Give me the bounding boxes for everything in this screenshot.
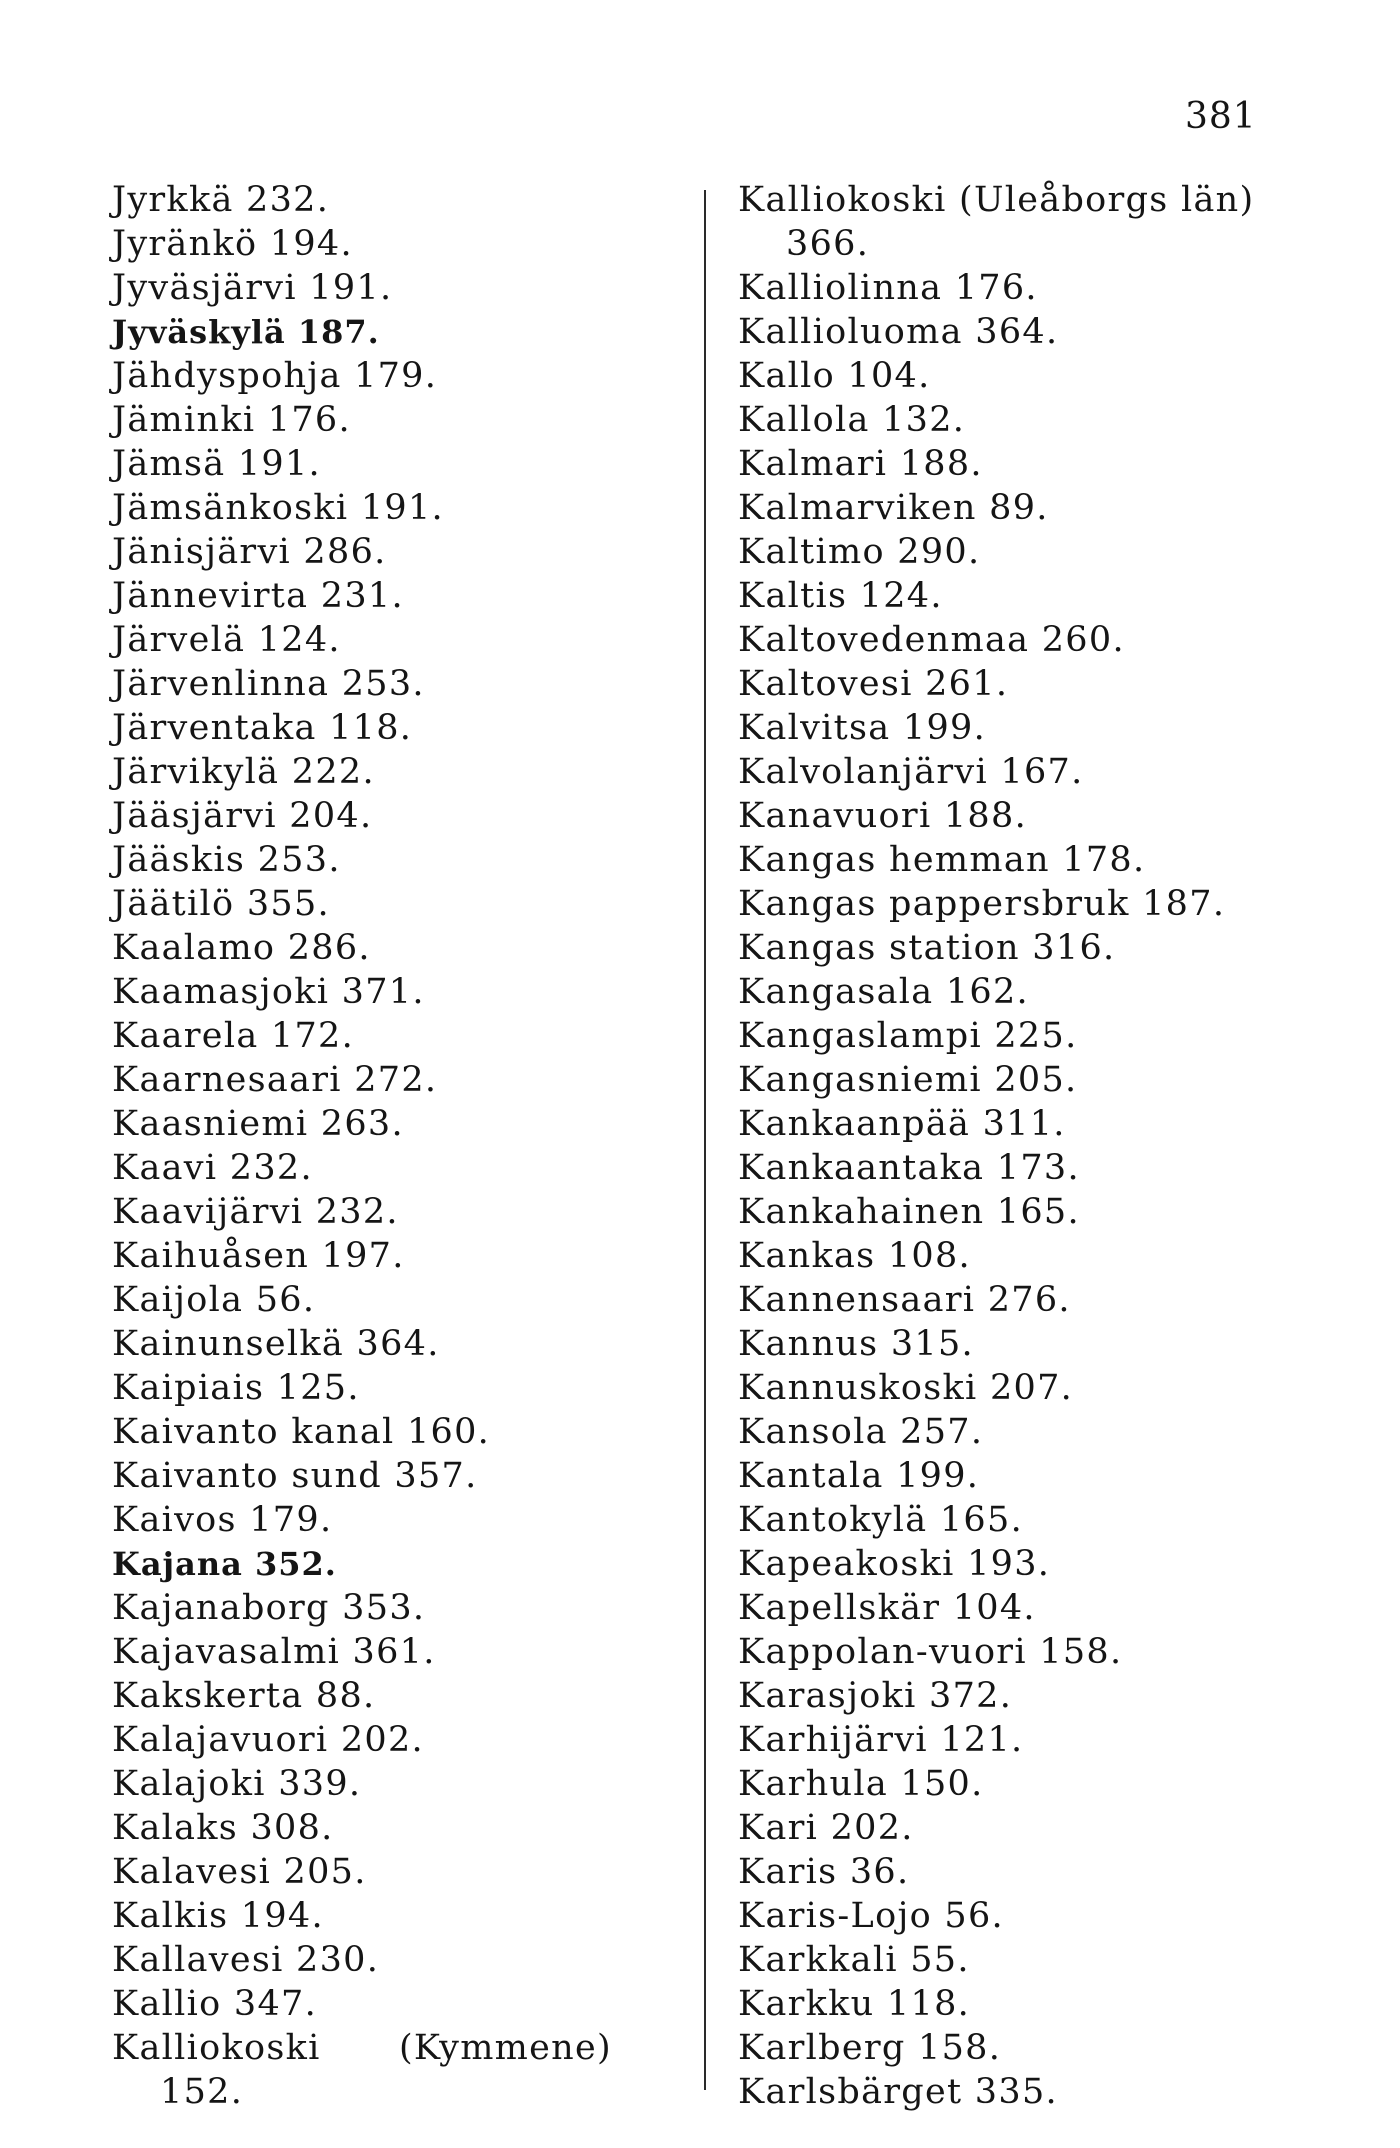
index-entry: Kalvitsa 199. (738, 708, 987, 748)
index-entry: Kapeakoski 193. (738, 1544, 1051, 1584)
index-entry: Järventaka 118. (112, 708, 413, 748)
column-divider (704, 190, 706, 2090)
index-entry: Kalvolanjärvi 167. (738, 752, 1084, 792)
index-entry: Kaltovedenmaa 260. (738, 620, 1125, 660)
index-entry: Jäminki 176. (112, 400, 351, 440)
index-entry: Kangasala 162. (738, 972, 1029, 1012)
index-entry: Kalliokoski (Uleåborgs län) (738, 180, 1255, 220)
index-entry: Kalajoki 339. (112, 1764, 362, 1804)
index-entry: Kaavijärvi 232. (112, 1192, 399, 1232)
index-column-right (738, 178, 1358, 2114)
index-entry: Kaivos 179. (112, 1500, 333, 1540)
index-entry: Kallavesi 230. (112, 1940, 380, 1980)
index-entry: Kaasniemi 263. (112, 1104, 404, 1144)
index-entry: Kalaks 308. (112, 1808, 334, 1848)
index-entry: Kaltovesi 261. (738, 664, 1009, 704)
index-entry: Kannensaari 276. (738, 1280, 1071, 1320)
index-entry: Kajanaborg 353. (112, 1588, 426, 1628)
index-entry-continuation: 366. (786, 224, 870, 264)
index-entry: Kantala 199. (738, 1456, 980, 1496)
index-entry: Kaalamo 286. (112, 928, 371, 968)
index-entry: Kalajavuori 202. (112, 1720, 424, 1760)
index-entry: Karasjoki 372. (738, 1676, 1013, 1716)
index-entry: Karis 36. (738, 1852, 910, 1892)
index-entry: Jääsjärvi 204. (112, 796, 373, 836)
index-entry: Jääskis 253. (112, 840, 341, 880)
index-entry: Kari 202. (738, 1808, 914, 1848)
index-entry: Kallo 104. (738, 356, 931, 396)
index-entry: Kalmarviken 89. (738, 488, 1049, 528)
index-column-left (112, 178, 682, 2114)
index-entry: Karkkali 55. (738, 1940, 970, 1980)
index-entry: Karlberg 158. (738, 2028, 1002, 2068)
index-entry: Kallio 347. (112, 1984, 318, 2024)
index-entry: Järvelä 124. (112, 620, 341, 660)
index-entry: Kansola 257. (738, 1412, 984, 1452)
index-entry: Kaltimo 290. (738, 532, 981, 572)
index-entry (112, 2026, 612, 2070)
index-entry: Kankahainen 165. (738, 1192, 1080, 1232)
index-entry: Kantokylä 165. (738, 1500, 1023, 1540)
index-entry: Jyväskylä 187. (112, 313, 380, 351)
index-entry: Kalavesi 205. (112, 1852, 367, 1892)
index-entry: Kainunselkä 364. (112, 1324, 440, 1364)
index-entry: Kaarela 172. (112, 1016, 355, 1056)
index-entry: Karkku 118. (738, 1984, 971, 2024)
index-entry: Kaihuåsen 197. (112, 1236, 405, 1276)
index-entry: Kapellskär 104. (738, 1588, 1036, 1628)
page-number: 381 (1185, 96, 1257, 137)
index-entry: Kannuskoski 207. (738, 1368, 1074, 1408)
index-entry: Kallola 132. (738, 400, 966, 440)
index-entry: Kaivanto kanal 160. (112, 1412, 491, 1452)
index-entry: Jäätilö 355. (112, 884, 330, 924)
index-entry: Kajana 352. (112, 1545, 337, 1583)
index-entry: Jämsänkoski 191. (112, 488, 444, 528)
index-entry: Jyränkö 194. (112, 224, 353, 264)
index-entry-word: Kalliokoski (112, 2028, 321, 2068)
index-entry: Kalkis 194. (112, 1896, 324, 1936)
index-entry: Kangaslampi 225. (738, 1016, 1078, 1056)
index-entry: Kangas pappersbruk 187. (738, 884, 1226, 924)
index-entry: Karhijärvi 121. (738, 1720, 1024, 1760)
index-entry: Jänisjärvi 286. (112, 532, 387, 572)
index-entry: Kankas 108. (738, 1236, 971, 1276)
index-entry: Jyrkkä 232. (112, 180, 330, 220)
index-entry: Kajavasalmi 361. (112, 1632, 436, 1672)
index-entry: Kannus 315. (738, 1324, 974, 1364)
index-entry: Järvikylä 222. (112, 752, 375, 792)
index-entry: Kangas hemman 178. (738, 840, 1146, 880)
index-entry: Kaltis 124. (738, 576, 943, 616)
index-entry: Jyväsjärvi 191. (112, 268, 393, 308)
index-entry: Järvenlinna 253. (112, 664, 425, 704)
index-entry: Karlsbärget 335. (738, 2072, 1058, 2112)
index-entry: Kaivanto sund 357. (112, 1456, 478, 1496)
index-entry: Kaipiais 125. (112, 1368, 360, 1408)
index-entry: Karhula 150. (738, 1764, 984, 1804)
index-entry: Kalliolinna 176. (738, 268, 1038, 308)
index-entry: Karis-Lojo 56. (738, 1896, 1004, 1936)
index-entry: Kaarnesaari 272. (112, 1060, 438, 1100)
index-entry-continuation: 152. (160, 2072, 244, 2112)
index-entry: Kappolan-vuori 158. (738, 1632, 1123, 1672)
index-entry: Jännevirta 231. (112, 576, 404, 616)
index-entry: Kalmari 188. (738, 444, 983, 484)
index-entry: Kangas station 316. (738, 928, 1116, 968)
index-entry: Kaamasjoki 371. (112, 972, 425, 1012)
index-entry: Kakskerta 88. (112, 1676, 376, 1716)
index-entry: Kanavuori 188. (738, 796, 1027, 836)
index-entry: Kangasniemi 205. (738, 1060, 1078, 1100)
index-entry-word: (Kymmene) (398, 2028, 612, 2068)
index-entry: Kaijola 56. (112, 1280, 316, 1320)
index-entry: Jämsä 191. (112, 444, 321, 484)
index-entry: Kankaanpää 311. (738, 1104, 1066, 1144)
index-entry: Kankaantaka 173. (738, 1148, 1080, 1188)
index-entry: Kallioluoma 364. (738, 312, 1059, 352)
index-entry: Kaavi 232. (112, 1148, 313, 1188)
index-entry: Jähdyspohja 179. (112, 356, 438, 396)
